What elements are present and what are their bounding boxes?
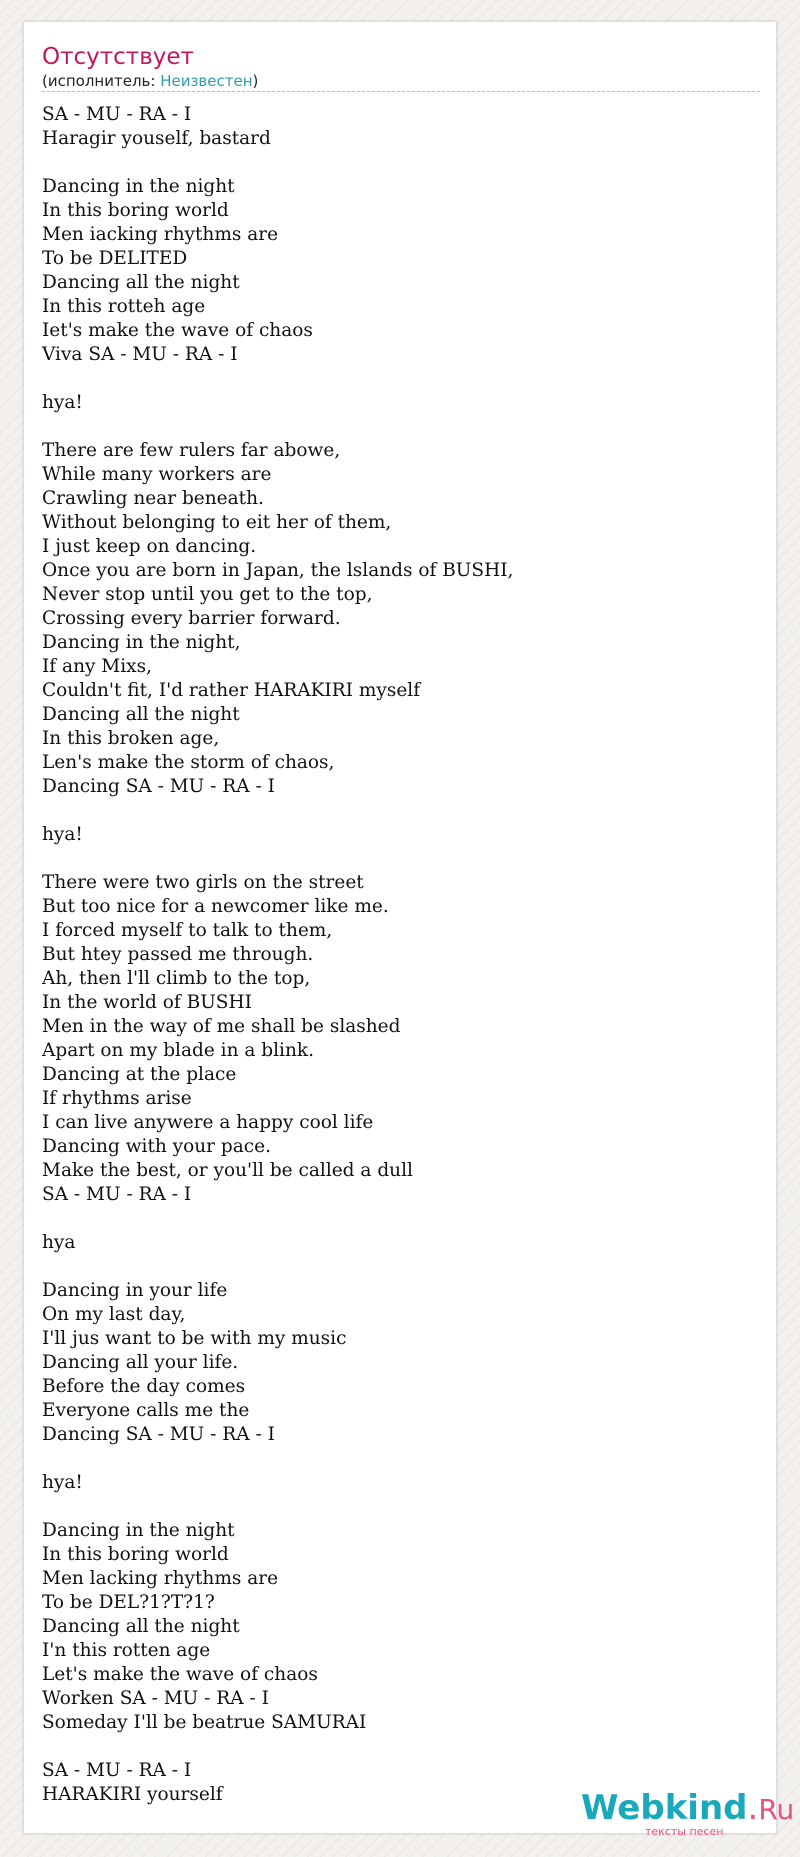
lyric-line: Iet's make the wave of chaos	[42, 320, 313, 341]
lyric-line: SA - MU - RA - I	[42, 1760, 192, 1781]
lyric-line: SA - MU - RA - I	[42, 104, 192, 125]
lyric-blank-line	[42, 415, 760, 439]
lyric-line: Apart on my blade in a blink.	[42, 1040, 314, 1061]
lyric-line: To be DEL?1?T?1?	[42, 1592, 215, 1613]
lyric-line: Len's make the storm of chaos,	[42, 752, 335, 773]
lyric-line: There were two girls on the street	[42, 872, 364, 893]
lyric-line: I'n this rotten age	[42, 1640, 211, 1661]
lyric-line: If rhythms arise	[42, 1088, 192, 1109]
lyric-line: Men lacking rhythms are	[42, 1568, 279, 1589]
lyric-line: But htey passed me through.	[42, 944, 314, 965]
lyric-line: Once you are born in Japan, the lslands of BUSHI,	[42, 560, 514, 581]
lyric-line: I just keep on dancing.	[42, 536, 257, 557]
lyric-line: Never stop until you get to the top,	[42, 584, 373, 605]
logo-dot: .	[747, 1788, 759, 1828]
lyric-line: Men in the way of me shall be slashed	[42, 1016, 401, 1037]
lyric-line: Dancing with your pace.	[42, 1136, 271, 1157]
lyric-line: On my last day,	[42, 1304, 186, 1325]
lyric-line: Dancing all the night	[42, 272, 240, 293]
lyric-line: Dancing all the night	[42, 1616, 240, 1637]
lyric-line: Dancing all your life.	[42, 1352, 239, 1373]
lyric-line: Everyone calls me the	[42, 1400, 250, 1421]
logo-word: Webkind	[581, 1788, 748, 1828]
artist-link[interactable]: Неизвестен	[160, 72, 253, 90]
lyrics-text	[42, 103, 760, 1807]
lyric-line: Viva SA - MU - RA - I	[42, 344, 238, 365]
lyric-line: hya!	[42, 1472, 83, 1493]
lyric-line: Haragir youself, bastard	[42, 128, 271, 149]
lyric-blank-line	[42, 1255, 760, 1279]
lyric-blank-line	[42, 1735, 760, 1759]
site-logo[interactable]	[581, 1788, 795, 1838]
lyric-line: Dancing in the night	[42, 1520, 235, 1541]
logo-wordmark	[581, 1788, 794, 1830]
lyric-line: SA - MU - RA - I	[42, 1184, 192, 1205]
lyric-blank-line	[42, 799, 760, 823]
lyric-line: Crawling near beneath.	[42, 488, 264, 509]
lyric-line: Dancing in the night,	[42, 632, 241, 653]
lyric-line: hya!	[42, 824, 83, 845]
lyric-line: Crossing every barrier forward.	[42, 608, 341, 629]
logo-tagline: тексты песен	[645, 1825, 724, 1838]
lyric-line: hya!	[42, 392, 83, 413]
lyric-line: If any Mixs,	[42, 656, 152, 677]
lyric-line: In this broken age,	[42, 728, 220, 749]
lyric-line: Dancing at the place	[42, 1064, 237, 1085]
lyric-line: In this rotteh age	[42, 296, 206, 317]
lyric-line: Let's make the wave of chaos	[42, 1664, 318, 1685]
lyric-blank-line	[42, 367, 760, 391]
lyric-blank-line	[42, 151, 760, 175]
logo-tld: Ru	[758, 1793, 795, 1826]
artist-line	[42, 71, 760, 92]
lyric-line: To be DELITED	[42, 248, 188, 269]
lyric-blank-line	[42, 1495, 760, 1519]
lyric-line: hya	[42, 1232, 76, 1253]
lyric-blank-line	[42, 1207, 760, 1231]
lyric-line: In this boring world	[42, 200, 229, 221]
lyric-line: Men iacking rhythms are	[42, 224, 279, 245]
lyric-line: I can live anywere a happy cool life	[42, 1112, 374, 1133]
lyric-line: But too nice for a newcomer like me.	[42, 896, 389, 917]
lyric-line: Before the day comes	[42, 1376, 246, 1397]
lyric-line: Dancing all the night	[42, 704, 240, 725]
lyric-line: I'll jus want to be with my music	[42, 1328, 347, 1349]
lyric-line: Make the best, or you'll be called a dull	[42, 1160, 413, 1181]
lyric-line: Ah, then l'll climb to the top,	[42, 968, 311, 989]
lyric-line: Worken SA - MU - RA - I	[42, 1688, 269, 1709]
lyric-line: Without belonging to eit her of them,	[42, 512, 392, 533]
artist-prefix: (исполнитель:	[42, 72, 161, 90]
lyric-line: Dancing SA - MU - RA - I	[42, 1424, 275, 1445]
lyric-blank-line	[42, 847, 760, 871]
lyric-line: Dancing in your life	[42, 1280, 228, 1301]
lyric-line: Someday I'll be beatrue SAMURAI	[42, 1712, 367, 1733]
lyric-blank-line	[42, 1447, 760, 1471]
song-title: Отсутствует	[42, 44, 194, 70]
lyric-line: There are few rulers far abowe,	[42, 440, 341, 461]
lyric-line: While many workers are	[42, 464, 272, 485]
lyrics-card	[23, 21, 777, 1834]
lyric-line: In this boring world	[42, 1544, 229, 1565]
lyric-line: HARAKIRI yourself	[42, 1784, 223, 1805]
lyric-line: Couldn't fit, I'd rather HARAKIRI myself	[42, 680, 421, 701]
lyric-line: In the world of BUSHI	[42, 992, 252, 1013]
artist-suffix: )	[252, 72, 259, 90]
lyric-line: Dancing in the night	[42, 176, 235, 197]
lyric-line: Dancing SA - MU - RA - I	[42, 776, 275, 797]
lyric-line: I forced myself to talk to them,	[42, 920, 333, 941]
